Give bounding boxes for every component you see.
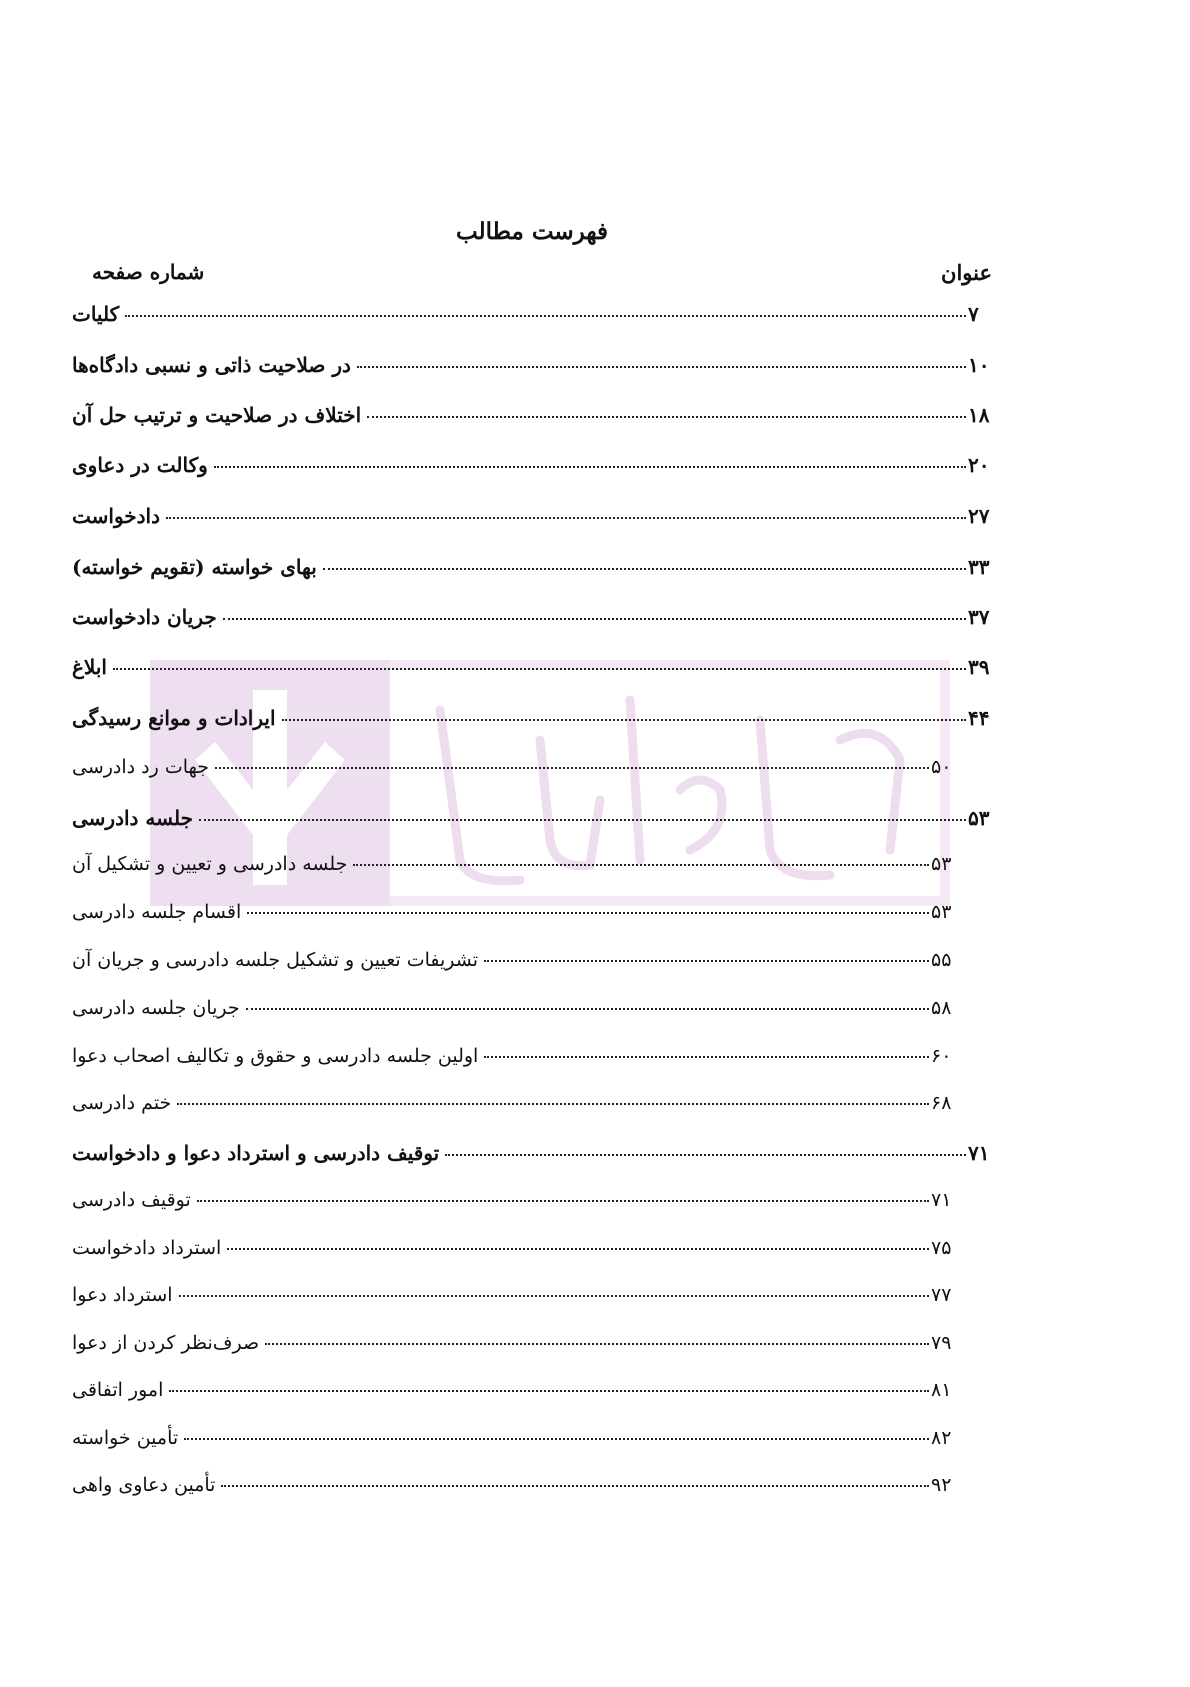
dot-leader — [367, 415, 966, 418]
toc-entry-page: ۶۰ — [931, 1045, 952, 1067]
toc-entry-page: ۱۸ — [968, 403, 990, 427]
toc-entry[interactable] — [72, 806, 992, 836]
toc-entry-page: ۵۰ — [931, 756, 952, 778]
toc-entry-title: بهای خواسته (تقویم خواسته) — [72, 555, 317, 579]
dot-leader — [484, 1055, 929, 1058]
toc-entry-page: ۳۹ — [968, 655, 990, 679]
toc-entry-title: استرداد دعوا — [72, 1284, 173, 1306]
toc-entry[interactable] — [72, 1474, 955, 1504]
toc-entry-title: تأمین دعاوی واهی — [72, 1474, 216, 1496]
toc-entry-title: ابلاغ — [72, 655, 107, 679]
toc-entry[interactable] — [72, 1237, 955, 1267]
page-column-header: شماره صفحه — [92, 260, 205, 284]
toc-entry[interactable] — [72, 1045, 955, 1075]
toc-entry[interactable] — [72, 949, 955, 979]
dot-leader — [484, 959, 929, 962]
toc-entry[interactable] — [72, 1141, 992, 1171]
toc-entry-title: تشریفات تعیین و تشکیل جلسه دادرسی و جریان آن — [72, 949, 478, 971]
dot-leader — [214, 465, 966, 468]
dot-leader — [353, 863, 929, 866]
toc-entry[interactable] — [72, 756, 955, 786]
toc-entry-title: ختم دادرسی — [72, 1092, 172, 1114]
toc-entry-title: صرف‌نظر کردن از دعوا — [72, 1332, 260, 1354]
toc-entry-page: ۴۴ — [968, 706, 990, 730]
dot-leader — [221, 1484, 929, 1487]
dot-leader — [265, 1342, 929, 1345]
dot-leader — [169, 1389, 929, 1392]
toc-entry-page: ۷۱ — [931, 1189, 952, 1211]
toc-entry[interactable] — [72, 1092, 955, 1122]
toc-entry[interactable] — [72, 453, 992, 483]
toc-entry[interactable] — [72, 353, 992, 383]
toc-entry-title: توقیف دادرسی — [72, 1189, 191, 1211]
dot-leader — [125, 314, 966, 317]
toc-entry-page: ۵۳ — [968, 806, 990, 830]
toc-entry-title: استرداد دادخواست — [72, 1237, 222, 1259]
toc-entry[interactable] — [72, 555, 992, 585]
toc-entry[interactable] — [72, 1189, 955, 1219]
toc-entry-title: اختلاف در صلاحیت و ترتیب حل آن — [72, 403, 362, 427]
dot-leader — [197, 1199, 929, 1202]
toc-entry[interactable] — [72, 1427, 955, 1457]
dot-leader — [166, 516, 966, 519]
toc-entry-page: ۸۱ — [931, 1379, 952, 1401]
toc-entry-page: ۳۷ — [968, 605, 990, 629]
toc-entry-title: تأمین خواسته — [72, 1427, 179, 1449]
toc-entry-title: اقسام جلسه دادرسی — [72, 901, 242, 923]
dot-leader — [223, 617, 966, 620]
toc-entry-page: ۲۰ — [968, 453, 990, 477]
dot-leader — [357, 365, 966, 368]
toc-entry-title: جریان جلسه دادرسی — [72, 997, 240, 1019]
toc-entry-title: کلیات — [72, 302, 120, 326]
dot-leader — [246, 1007, 929, 1010]
toc-entry-title: جریان دادخواست — [72, 605, 217, 629]
toc-entry-page: ۱۰ — [968, 353, 990, 377]
toc-entry[interactable] — [72, 1284, 955, 1314]
toc-entry-page: ۸۲ — [931, 1427, 952, 1449]
toc-entry[interactable] — [72, 1332, 955, 1362]
toc-entry-page: ۷ — [968, 302, 979, 326]
page-title: فهرست مطالب — [456, 218, 608, 245]
toc-entry[interactable] — [72, 302, 992, 332]
toc-entry-page: ۳۳ — [968, 555, 990, 579]
toc-entry-page: ۷۵ — [931, 1237, 952, 1259]
toc-entry[interactable] — [72, 997, 955, 1027]
dot-leader — [113, 667, 966, 670]
toc-entry-title: ایرادات و موانع رسیدگی — [72, 706, 276, 730]
dot-leader — [215, 766, 929, 769]
toc-entry[interactable] — [72, 655, 992, 685]
dot-leader — [227, 1247, 929, 1250]
toc-entry-page: ۵۳ — [931, 901, 952, 923]
toc-entry-title: جلسه دادرسی — [72, 806, 193, 830]
toc-entry-title: جهات رد دادرسی — [72, 756, 210, 778]
toc-entry[interactable] — [72, 1379, 955, 1409]
toc-entry-title: جلسه دادرسی و تعیین و تشکیل آن — [72, 853, 348, 875]
toc-entry-page: ۷۷ — [931, 1284, 952, 1306]
toc-entry-title: در صلاحیت ذاتی و نسبی دادگاه‌ها — [72, 353, 351, 377]
toc-entry[interactable] — [72, 605, 992, 635]
toc-entry-page: ۵۸ — [931, 997, 952, 1019]
toc-entry-title: توقیف دادرسی و استرداد دعوا و دادخواست — [72, 1141, 440, 1165]
toc-entry-title: امور اتفاقی — [72, 1379, 164, 1401]
dot-leader — [247, 911, 929, 914]
toc-entry-title: اولین جلسه دادرسی و حقوق و تکالیف اصحاب دعوا — [72, 1045, 479, 1067]
toc-entry[interactable] — [72, 853, 955, 883]
toc-entry-page: ۶۸ — [931, 1092, 952, 1114]
title-column-header: عنوان — [941, 260, 992, 285]
dot-leader — [199, 818, 966, 821]
toc-entry[interactable] — [72, 504, 992, 534]
dot-leader — [323, 567, 966, 570]
toc-entry-page: ۷۹ — [931, 1332, 952, 1354]
toc-entry-page: ۵۵ — [931, 949, 952, 971]
dot-leader — [282, 718, 966, 721]
toc-entry-page: ۵۳ — [931, 853, 952, 875]
dot-leader — [445, 1153, 966, 1156]
toc-entry[interactable] — [72, 403, 992, 433]
toc-entry[interactable] — [72, 901, 955, 931]
dot-leader — [179, 1294, 929, 1297]
toc-entry-page: ۷۱ — [968, 1141, 990, 1165]
toc-entry-title: دادخواست — [72, 504, 161, 528]
toc-entry-page: ۹۲ — [931, 1474, 952, 1496]
dot-leader — [177, 1102, 929, 1105]
dot-leader — [184, 1437, 929, 1440]
toc-entry-page: ۲۷ — [968, 504, 990, 528]
toc-entry[interactable] — [72, 706, 992, 736]
toc-entry-title: وکالت در دعاوی — [72, 453, 208, 477]
